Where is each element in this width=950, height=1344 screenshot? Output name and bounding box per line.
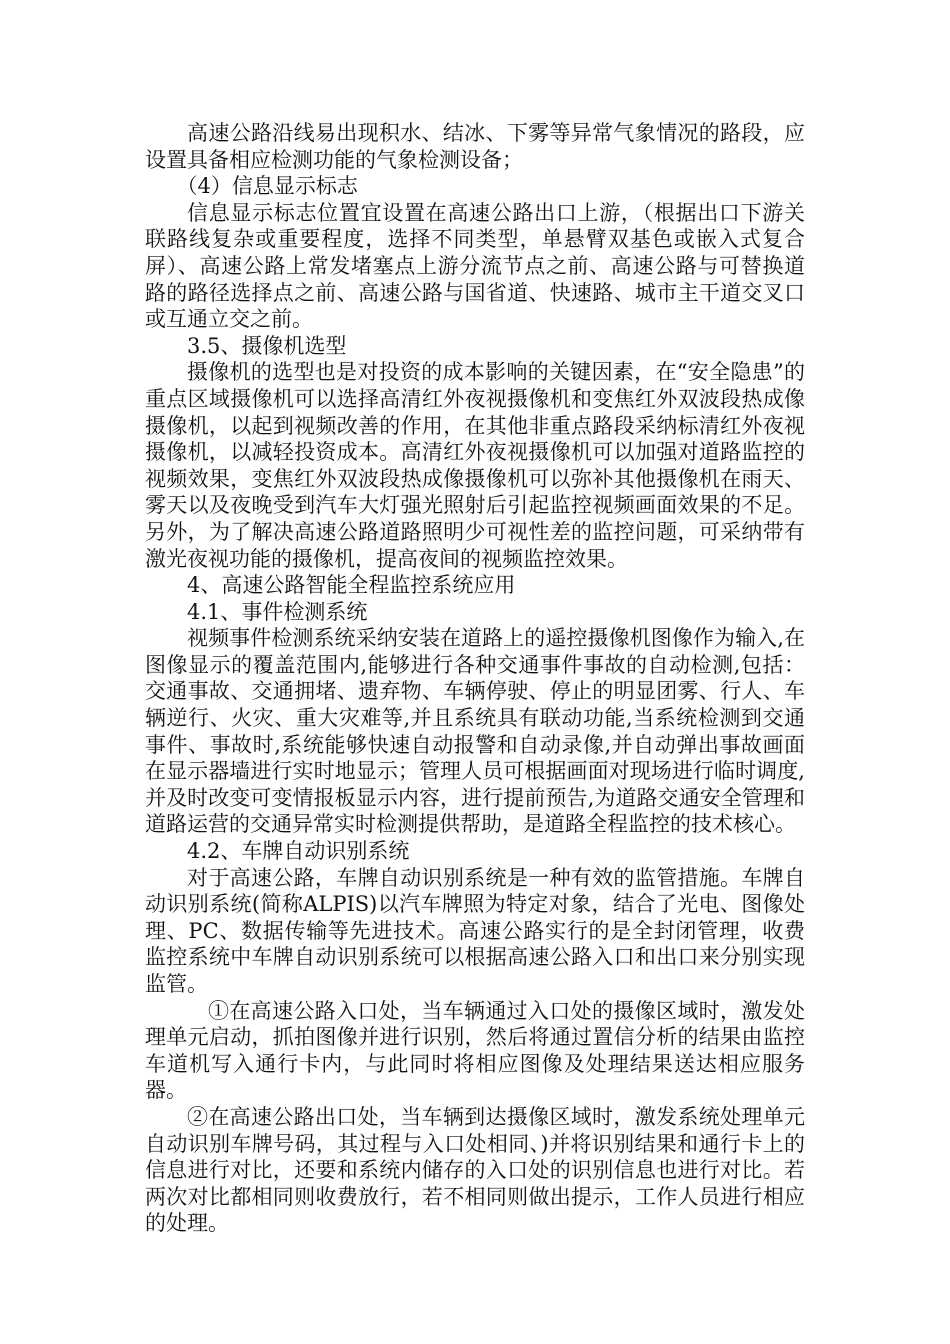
document-page bbox=[145, 120, 805, 1237]
paragraph-plate-recognition: 对于高速公路，车牌自动识别系统是一种有效的监管措施。车牌自动识别系统(简称ALPIS)以汽车牌照为特定对象，结合了光电、图像处理、PC、数据传输等先进技术。高速公路实行的是全封闭管理，收费监控系统中车牌自动识别系统可以根据高速公路入口和出口来分别实现监管。 bbox=[145, 865, 805, 996]
paragraph-info-display-sign: 信息显示标志位置宜设置在高速公路出口上游，（根据出口下游关联路线复杂或重要程度，选择不同类型，单悬臂双基色或嵌入式复合屏）、高速公路上常发堵塞点上游分流节点之前、高速公路与可替换道路的路径选择点之前、高速公路与国省道、快速路、城市主干道交叉口或互通立交之前。 bbox=[145, 200, 805, 332]
heading-camera-selection: 3.5、摄像机选型 bbox=[187, 333, 347, 358]
paragraph-event-detection: 视频事件检测系统采纳安装在道路上的遥控摄像机图像作为输入,在图像显示的覆盖范围内,能够进行各种交通事件事故的自动检测,包括：交通事故、交通拥堵、遗弃物、车辆停驶、停止的明显团雾、行人、车辆逆行、火灾、重大灾难等,并且系统具有联动功能,当系统检测到交通事件、事故时,系统能够快速自动报警和自动录像,并自动弹出事故画面在显示器墙进行实时地显示；管理人员可根据画面对现场进行临时调度,并及时改变可变情报板显示内容，进行提前预告,为道路交通安全管理和道路运营的交通异常实时检测提供帮助，是道路全程监控的技术核心。 bbox=[145, 626, 805, 837]
paragraph-camera-selection: 摄像机的选型也是对投资的成本影响的关键因素，在“安全隐患”的重点区域摄像机可以选择高清红外夜视摄像机和变焦红外双波段热成像摄像机，以起到视频改善的作用，在其他非重点路段采纳标清红外夜视摄像机，以减轻投资成本。高清红外夜视摄像机可以加强对道路监控的视频效果，变焦红外双波段热成像摄像机可以弥补其他摄像机在雨天、雾天以及夜晚受到汽车大灯强光照射后引起监控视频画面效果的不足。另外，为了解决高速公路道路照明少可视性差的监控问题，可采纳带有激光夜视功能的摄像机，提高夜间的视频监控效果。 bbox=[145, 360, 805, 571]
heading-info-display-sign: （4）信息显示标志 bbox=[176, 174, 358, 199]
paragraph-exit-process: ②在高速公路出口处，当车辆到达摄像区域时，激发系统处理单元自动识别车牌号码，其过程与入口处相同、)并将识别结果和通行卡上的信息进行对比，还要和系统内储存的入口处的识别信息也进行对比。若两次对比都相同则收费放行，若不相同则做出提示，工作人员进行相应的处理。 bbox=[145, 1104, 805, 1236]
paragraph-entrance-process: ①在高速公路入口处，当车辆通过入口处的摄像区域时，激发处理单元启动，抓拍图像并进行识别，然后将通过置信分析的结果由监控车道机写入通行卡内，与此同时将相应图像及处理结果送达相应服务器。 bbox=[145, 998, 805, 1103]
heading-plate-recognition: 4.2、车牌自动识别系统 bbox=[187, 839, 410, 864]
heading-event-detection: 4.1、事件检测系统 bbox=[187, 599, 368, 624]
paragraph-weather-detection: 高速公路沿线易出现积水、结冰、下雾等异常气象情况的路段，应设置具备相应检测功能的气象检测设备； bbox=[145, 121, 805, 172]
heading-monitoring-application: 4、高速公路智能全程监控系统应用 bbox=[187, 573, 516, 598]
